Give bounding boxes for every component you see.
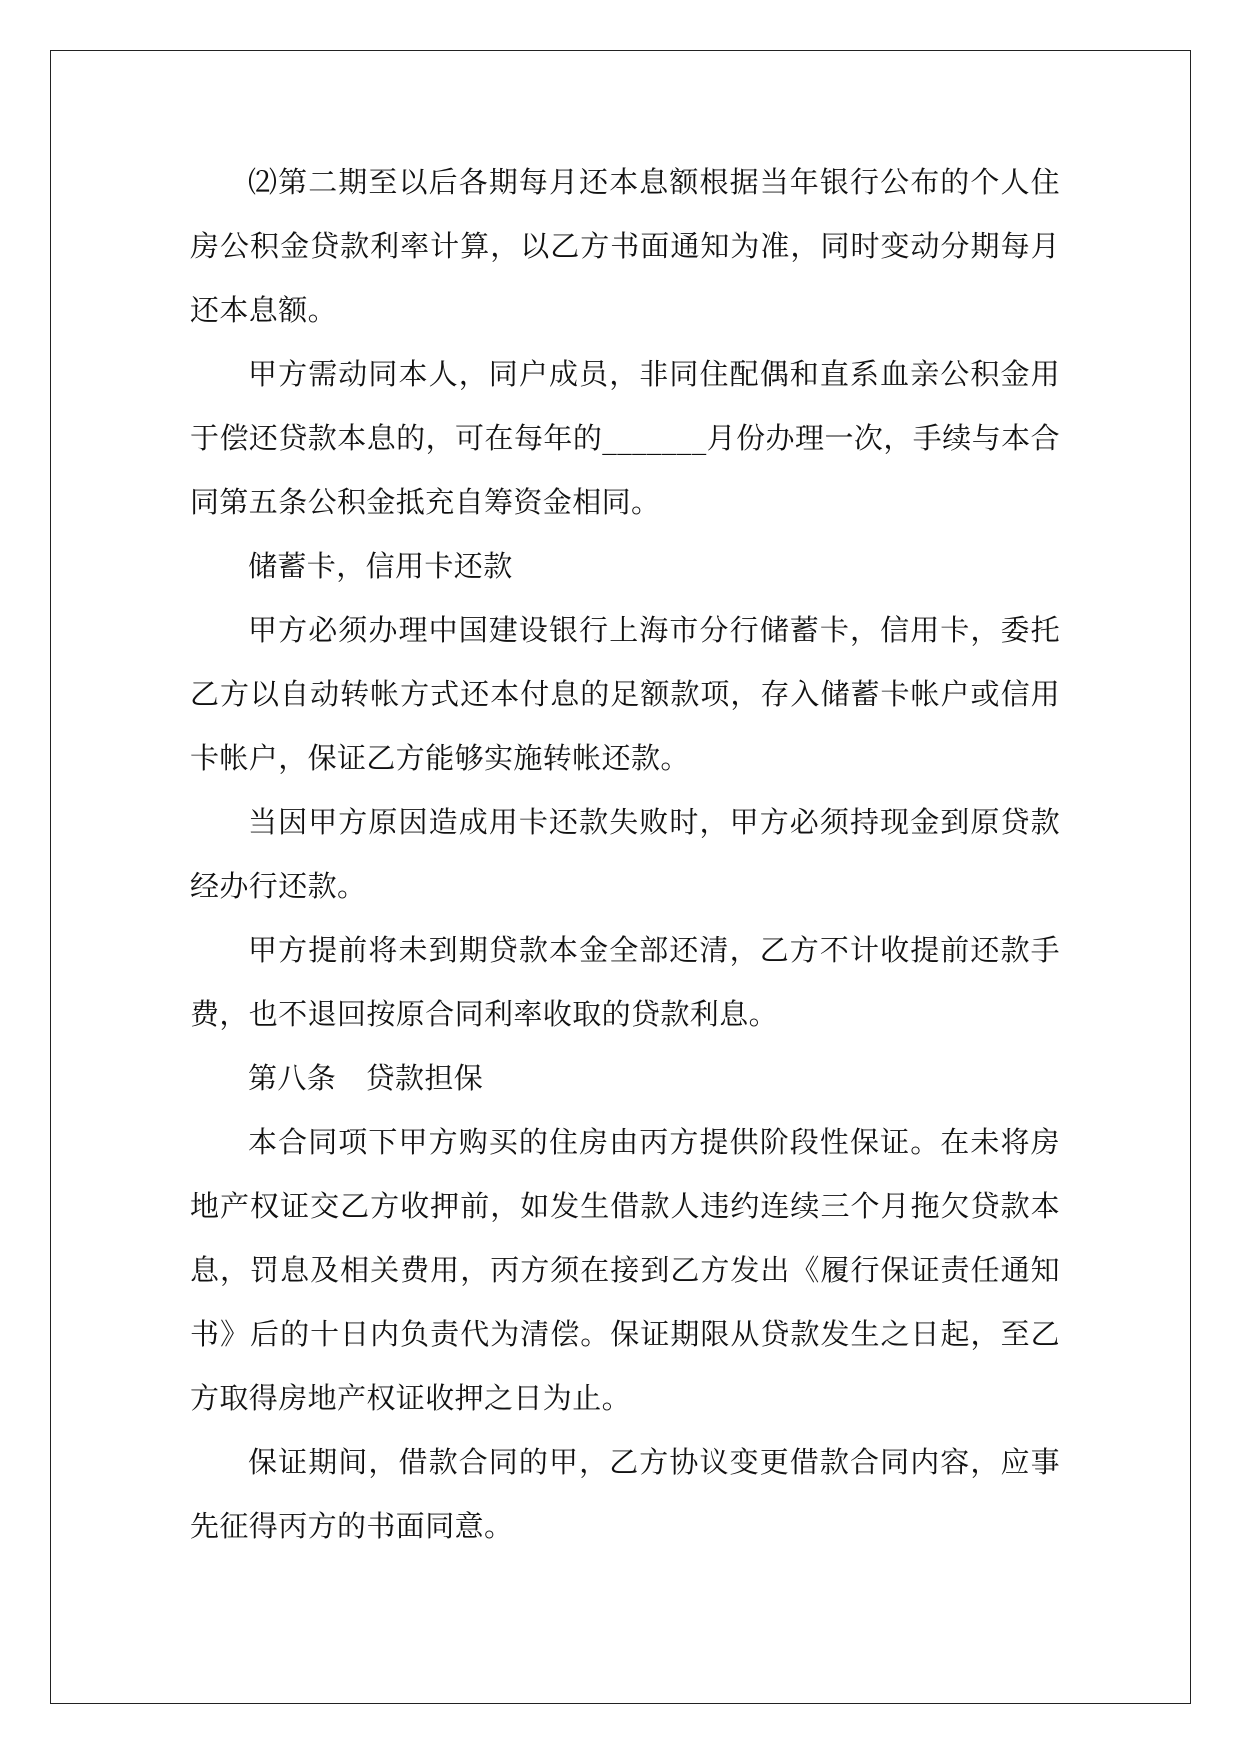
paragraph-early-repayment: 甲方提前将未到期贷款本金全部还清，乙方不计收提前还款手费，也不退回按原合同利率收取的贷款利息。 bbox=[190, 933, 1060, 1031]
paragraph-guarantee-terms: 本合同项下甲方购买的住房由丙方提供阶段性保证。在未将房地产权证交乙方收押前，如发生借款人违约连续三个月拖欠贷款本息，罚息及相关费用，丙方须在接到乙方发出《履行保证责任通知书》后的十日内负责代为清偿。保证期限从贷款发生之日起，至乙方取得房地产权证收押之日为止。 bbox=[190, 1125, 1060, 1415]
section-heading-article-8: 第八条 贷款担保 bbox=[248, 1061, 484, 1095]
paragraph-provident-fund-repayment: 甲方需动同本人，同户成员，非同住配偶和直系血亲公积金用于偿还贷款本息的，可在每年的_______月份办理一次，手续与本合同第五条公积金抵充自筹资金相同。 bbox=[190, 357, 1060, 519]
paragraph-repayment-second-period: ⑵第二期至以后各期每月还本息额根据当年银行公布的个人住房公积金贷款利率计算，以乙方书面通知为准，同时变动分期每月还本息额。 bbox=[190, 165, 1060, 327]
paragraph-card-repayment-terms: 甲方必须办理中国建设银行上海市分行储蓄卡，信用卡，委托乙方以自动转帐方式还本付息的足额款项，存入储蓄卡帐户或信用卡帐户，保证乙方能够实施转帐还款。 bbox=[190, 613, 1060, 775]
paragraph-card-repayment-heading: 储蓄卡，信用卡还款 bbox=[248, 549, 513, 583]
paragraph-repayment-failure: 当因甲方原因造成用卡还款失败时，甲方必须持现金到原贷款经办行还款。 bbox=[190, 805, 1060, 903]
document-body bbox=[190, 150, 1060, 1558]
paragraph-guarantee-changes: 保证期间，借款合同的甲，乙方协议变更借款合同内容，应事先征得丙方的书面同意。 bbox=[190, 1445, 1060, 1543]
